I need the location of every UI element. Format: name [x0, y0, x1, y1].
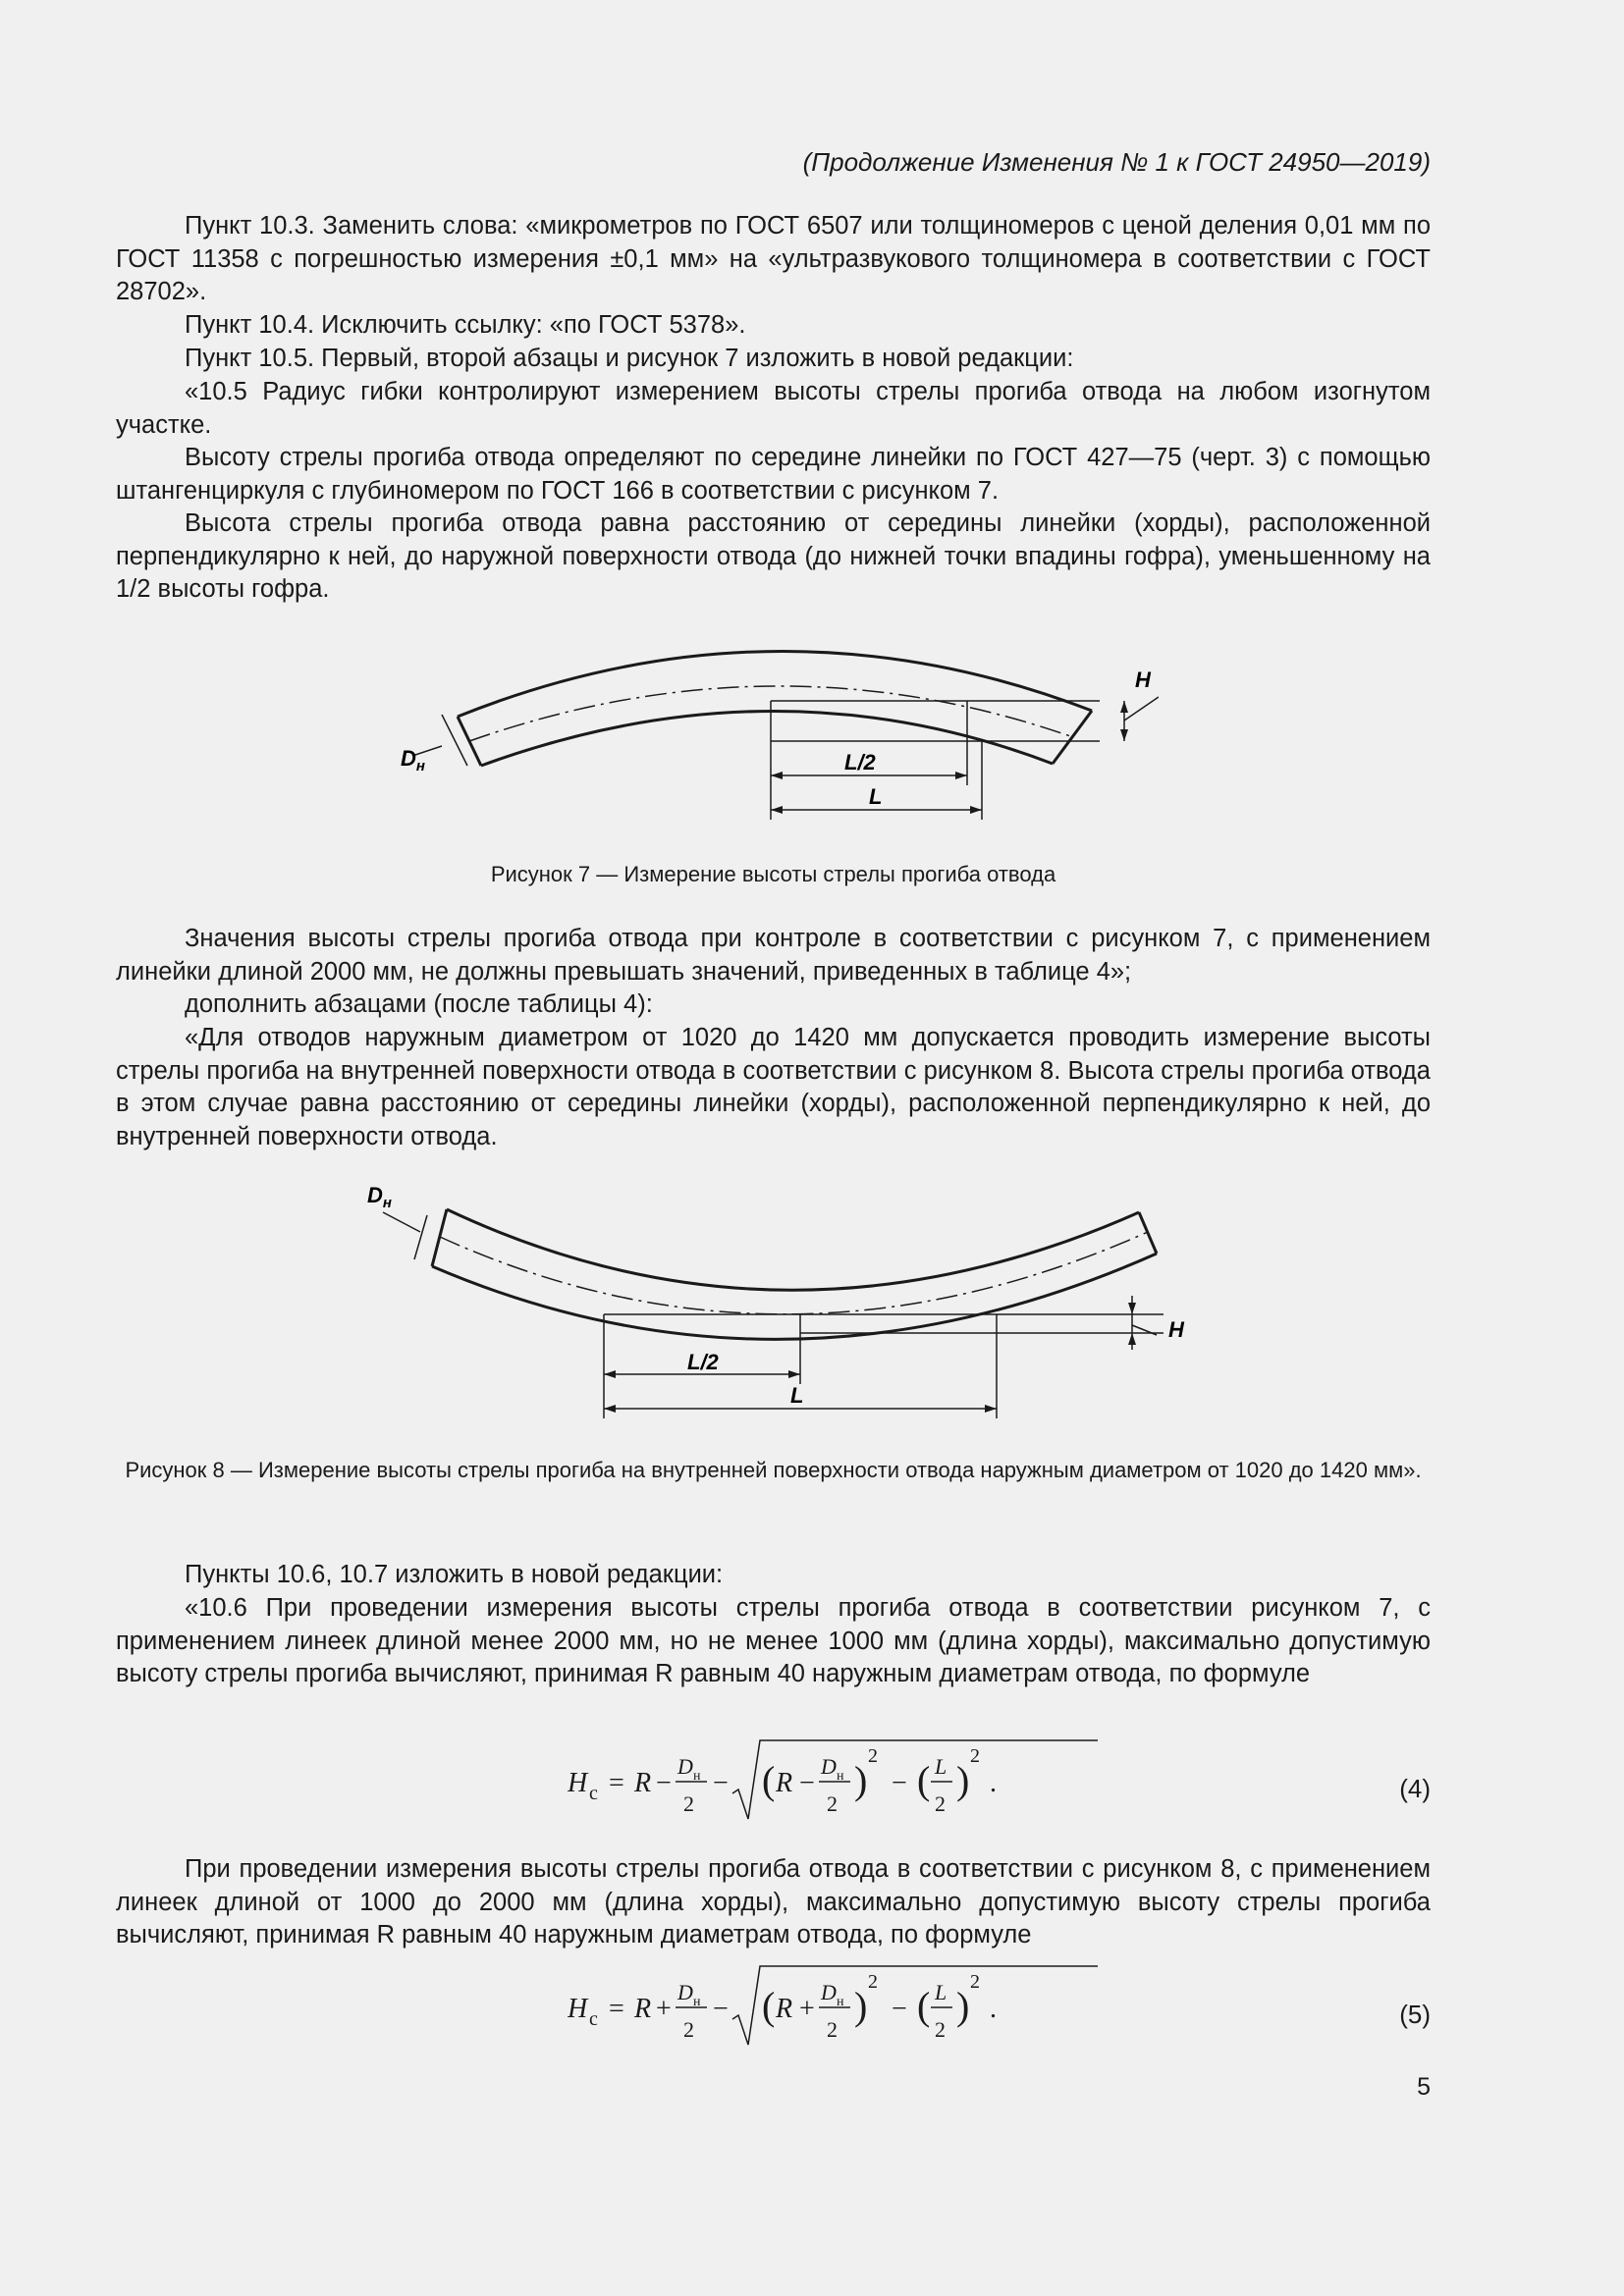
- svg-text:L: L: [935, 1754, 947, 1779]
- svg-text:−: −: [892, 1768, 907, 1798]
- paragraph-10-4: Пункт 10.4. Исключить ссылку: «по ГОСТ 5378».: [185, 311, 746, 339]
- svg-text:−: −: [713, 1994, 729, 2024]
- svg-text:c: c: [589, 2008, 598, 2030]
- svg-text:(: (: [762, 1758, 776, 1802]
- svg-text:.: .: [990, 1768, 997, 1798]
- svg-text:H: H: [568, 1994, 588, 2024]
- label-length: L: [790, 1383, 804, 1408]
- paragraph-measure-method: Высоту стрелы прогиба отвода определяют по середине линейки по ГОСТ 427—75 (черт. 3) с помощью штангенциркуля с глубиномером по ГОСТ 166 в соответствии с рисунком 7.: [116, 444, 1431, 505]
- svg-text:D: D: [677, 1980, 693, 2004]
- pipe-outer-arc: [447, 1209, 1139, 1290]
- paragraph-10-5: Пункт 10.5. Первый, второй абзацы и рисунок 7 изложить в новой редакции:: [185, 345, 1074, 372]
- svg-text:2: 2: [683, 2017, 694, 2042]
- svg-text:): ): [956, 1984, 970, 2028]
- svg-text:2: 2: [683, 1791, 694, 1816]
- svg-text:=: =: [609, 1994, 624, 2024]
- paragraph-10-3: Пункт 10.3. Заменить слова: «микрометров по ГОСТ 6507 или толщиномеров с ценой деления 0,01 мм по ГОСТ 11358 с погрешностью измерения ±0,1 мм» на «ультразвукового толщиномера в соответствии с ГОСТ 28702».: [116, 212, 1431, 305]
- leader-h: [1124, 697, 1159, 721]
- svg-text:(: (: [917, 1758, 931, 1802]
- svg-text:2: 2: [970, 1745, 980, 1767]
- dim-d: [414, 1215, 427, 1259]
- pipe-right-end: [1139, 1212, 1157, 1254]
- svg-text:2: 2: [935, 2017, 946, 2042]
- svg-text:D: D: [821, 1754, 837, 1779]
- svg-text:=: =: [609, 1768, 624, 1798]
- svg-text:R: R: [776, 1768, 793, 1798]
- svg-text:(: (: [917, 1984, 931, 2028]
- svg-text:(: (: [762, 1984, 776, 2028]
- page-number: 5: [1417, 2073, 1431, 2101]
- paragraph-supplement: дополнить абзацами (после таблицы 4):: [185, 990, 653, 1018]
- svg-text:): ): [956, 1758, 970, 1802]
- svg-text:R: R: [634, 1768, 652, 1798]
- label-length: L: [869, 784, 883, 809]
- svg-text:+: +: [799, 1994, 815, 2024]
- label-h: H: [1168, 1317, 1184, 1342]
- paragraph-figure8-formula: При проведении измерения высоты стрелы прогиба отвода в соответствии с рисунком 8, с применением линеек длиной от 1000 до 2000 мм (длина хорды), максимально допустимую высоту стрелы прогиба вычисляют, принимая R равным 40 наружным диаметрам отвода, по формуле: [116, 1855, 1431, 1949]
- svg-text:−: −: [799, 1768, 815, 1798]
- svg-text:R: R: [634, 1994, 652, 2024]
- pipe-right-end: [1053, 711, 1092, 764]
- svg-text:+: +: [656, 1994, 672, 2024]
- dim-d: [442, 715, 467, 766]
- svg-text:): ): [854, 1984, 868, 2028]
- svg-text:−: −: [656, 1768, 672, 1798]
- svg-text:−: −: [892, 1994, 907, 2024]
- pipe-outer-arc: [458, 651, 1092, 717]
- paragraph-deflection-definition: Высота стрелы прогиба отвода равна расстоянию от середины линейки (хорды), расположенной перпендикулярно к ней, до наружной поверхности отвода (до нижней точки впадины гофра), уменьшенному на 1/2 высоты гофра.: [116, 509, 1431, 603]
- label-half-length: L/2: [844, 750, 876, 774]
- svg-text:2: 2: [827, 2017, 838, 2042]
- svg-text:L: L: [935, 1980, 947, 2004]
- formula-4: [116, 1733, 1431, 1831]
- label-dn: $D_н$: [401, 746, 425, 774]
- figure-7-diagram: [393, 628, 1159, 825]
- label-h: H: [1135, 667, 1151, 692]
- pipe-left-end: [432, 1209, 447, 1266]
- svg-text:c: c: [589, 1783, 598, 1804]
- pipe-inner-arc: [432, 1254, 1157, 1339]
- svg-text:): ): [854, 1758, 868, 1802]
- pipe-centerline: [440, 1232, 1148, 1314]
- leader-d: [383, 1212, 420, 1232]
- formula-5: [116, 1958, 1431, 2056]
- svg-text:2: 2: [868, 1971, 878, 1993]
- paragraph-10-6-10-7: Пункты 10.6, 10.7 изложить в новой редакции:: [185, 1561, 724, 1588]
- paragraph-10-6: «10.6 При проведении измерения высоты стрелы прогиба отвода в соответствии рисунком 7, с применением линеек длиной менее 2000 мм, но не менее 1000 мм (длина хорды), максимально допустимую высоту стрелы прогиба вычисляют, принимая R равным 40 наружным диаметрам отвода, по формуле: [116, 1594, 1431, 1687]
- svg-text:н: н: [837, 1995, 844, 2009]
- label-dn: $D_н$: [367, 1183, 392, 1211]
- svg-text:2: 2: [935, 1791, 946, 1816]
- svg-text:н: н: [837, 1769, 844, 1784]
- figure-8-caption: Рисунок 8 — Измерение высоты стрелы прогиба на внутренней поверхности отвода наружным диаметром от 1020 до 1420 мм».: [125, 1458, 1422, 1482]
- svg-text:−: −: [713, 1768, 729, 1798]
- svg-text:H: H: [568, 1768, 588, 1798]
- svg-text:н: н: [693, 1995, 701, 2009]
- paragraph-large-diameter: «Для отводов наружным диаметром от 1020 до 1420 мм допускается проводить измерение высоты стрелы прогиба на внутренней поверхности отвода в соответствии с рисунком 8. Высота стрелы прогиба отвода в этом случае равна расстоянию от середины линейки (хорды), расположенной перпендикулярно к ней, до внутренней поверхности отвода.: [116, 1024, 1431, 1150]
- label-half-length: L/2: [687, 1350, 719, 1374]
- svg-text:D: D: [821, 1980, 837, 2004]
- svg-text:R: R: [776, 1994, 793, 2024]
- svg-text:.: .: [990, 1994, 997, 2024]
- equation-number-5: (5): [1399, 2000, 1431, 2029]
- paragraph-table4-values: Значения высоты стрелы прогиба отвода при контроле в соответствии с рисунком 7, с применением линейки длиной 2000 мм, не должны превышать значений, приведенных в таблице 4»;: [116, 925, 1431, 986]
- svg-text:2: 2: [868, 1745, 878, 1767]
- running-header: (Продолжение Изменения № 1 к ГОСТ 24950—2019): [802, 147, 1431, 177]
- equation-number-4: (4): [1399, 1774, 1431, 1803]
- svg-text:2: 2: [970, 1971, 980, 1993]
- svg-text:D: D: [677, 1754, 693, 1779]
- figure-8-diagram: [353, 1173, 1237, 1428]
- figure-7-caption: Рисунок 7 — Измерение высоты стрелы прогиба отвода: [490, 862, 1056, 886]
- paragraph-10-5-new: «10.5 Радиус гибки контролируют измерением высоты стрелы прогиба отвода на любом изогнутом участке.: [116, 378, 1431, 439]
- svg-text:2: 2: [827, 1791, 838, 1816]
- leader-d: [412, 746, 442, 756]
- svg-text:н: н: [693, 1769, 701, 1784]
